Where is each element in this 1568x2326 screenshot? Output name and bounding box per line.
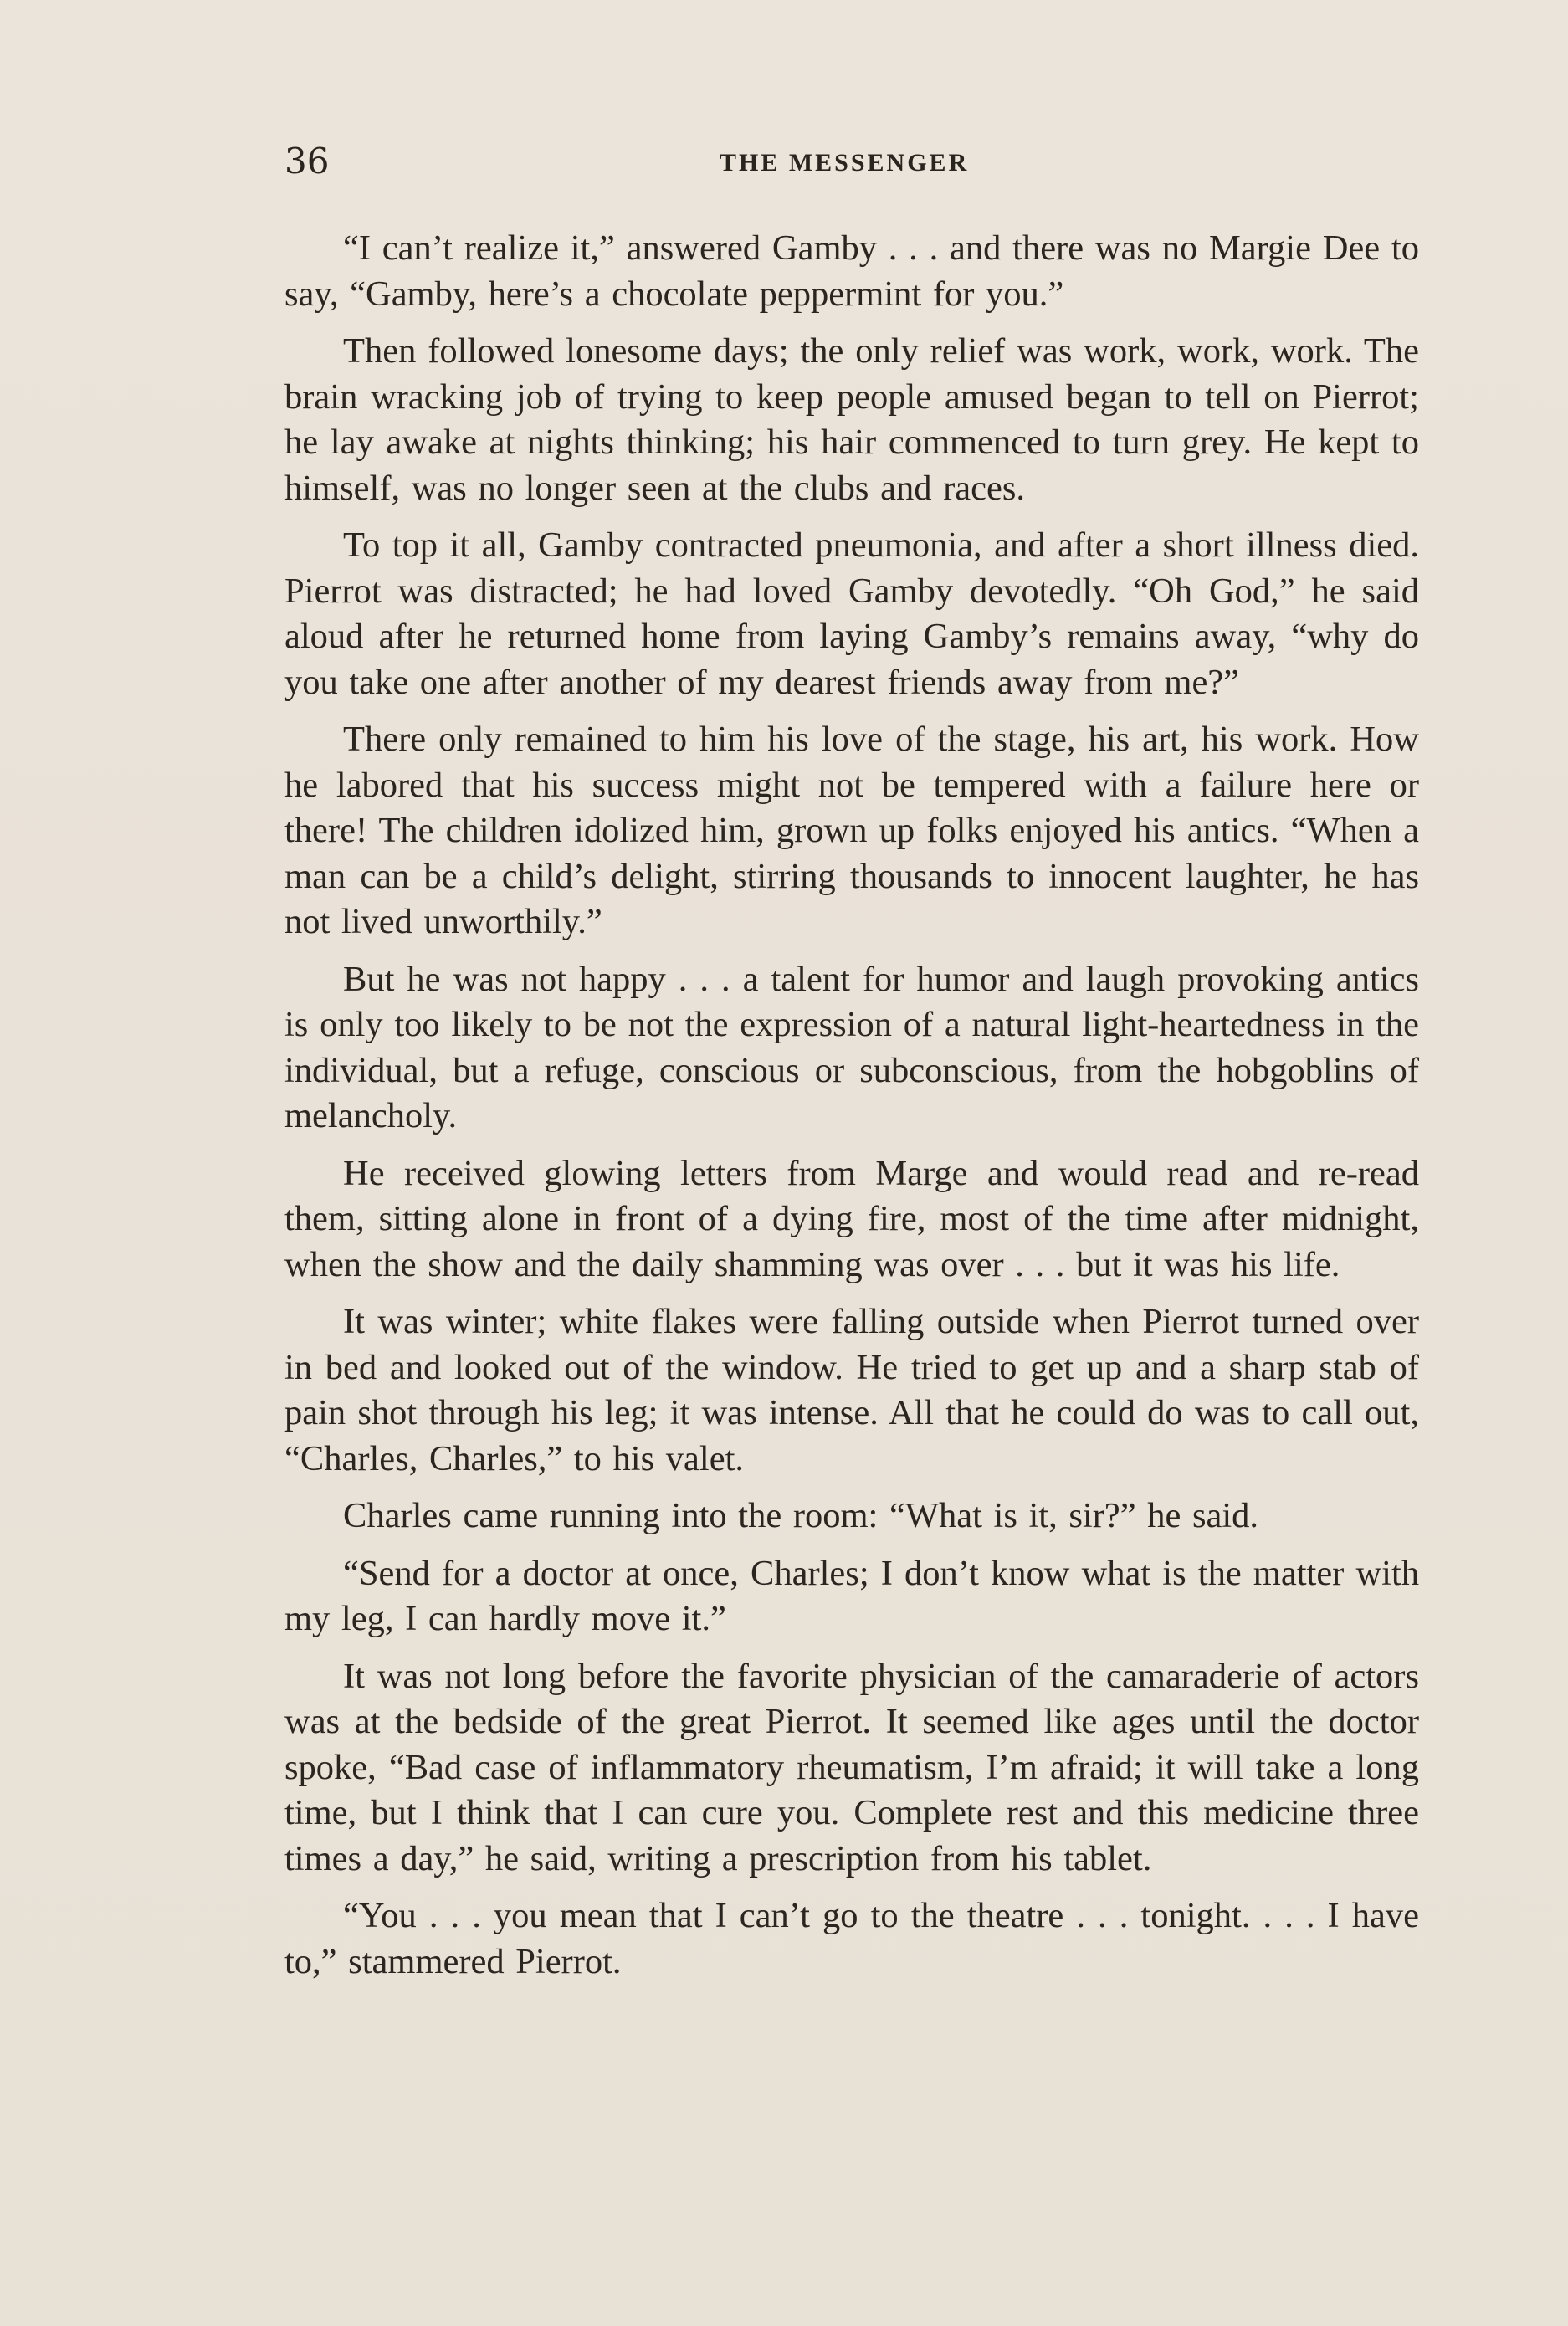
paragraph: Then followed lonesome days; the only relief was work, work, work. The brain wracking job of trying to keep people amused began to tell on Pierrot; he lay awake at nights thinking; his hair commenced to turn grey. He kept to himself, was no longer seen at the clubs and races. <box>284 331 1419 508</box>
paragraph: To top it all, Gamby contracted pneumonia, and after a short illness died. Pierrot was distracted; he had loved Gamby devotedly. “Oh God,” he said aloud after he returned home from laying Gamby’s remains away, “why do you take one after another of my dearest friends away from me?” <box>284 525 1419 702</box>
body-text <box>284 226 1419 1996</box>
paragraph: Charles came running into the room: “What is it, sir?” he said. <box>343 1496 1259 1535</box>
paragraph: It was not long before the favorite physician of the camaraderie of actors was at the bedside of the great Pierrot. It seemed like ages until the doctor spoke, “Bad case of inflammatory rheumatism, I’m afraid; it will take a long time, but I think that I can cure you. Complete rest and this medicine three times a day,” he said, writing a prescription from his tablet. <box>284 1656 1419 1878</box>
paragraph: There only remained to him his love of the stage, his art, his work. How he labored that his success might not be tempered with a failure here or there! The children idolized him, grown up folks enjoyed his antics. “When a man can be a child’s delight, stirring thousands to innocent laughter, he has not lived unworthily.” <box>284 720 1419 941</box>
page-header <box>284 141 1421 182</box>
paragraph: “I can’t realize it,” answered Gamby . . . and there was no Margie Dee to say, “Gamby, here’s a chocolate peppermint for you.” <box>284 228 1419 314</box>
running-head: THE MESSENGER <box>720 149 970 177</box>
paragraph: “Send for a doctor at once, Charles; I don’t know what is the matter with my leg, I can hardly move it.” <box>284 1553 1419 1638</box>
page-number: 36 <box>284 141 330 182</box>
paragraph: But he was not happy . . . a talent for humor and laugh provoking antics is only too likely to be not the expression of a natural light-heartedness in the individual, but a refuge, conscious or subconscious, from the hobgoblins of melancholy. <box>284 959 1419 1135</box>
paragraph: “You . . . you mean that I can’t go to the theatre . . . tonight. . . . I have to,” stammered Pierrot. <box>284 1896 1419 1981</box>
paragraph: It was winter; white flakes were falling outside when Pierrot turned over in bed and looked out of the window. He tried to get up and a sharp stab of pain shot through his leg; it was intense. All that he could do was to call out, “Charles, Charles,” to his valet. <box>284 1302 1419 1478</box>
paragraph: He received glowing letters from Marge and would read and re-read them, sitting alone in front of a dying fire, most of the time after midnight, when the show and the daily shamming was over . . . but it was his life. <box>284 1153 1419 1284</box>
